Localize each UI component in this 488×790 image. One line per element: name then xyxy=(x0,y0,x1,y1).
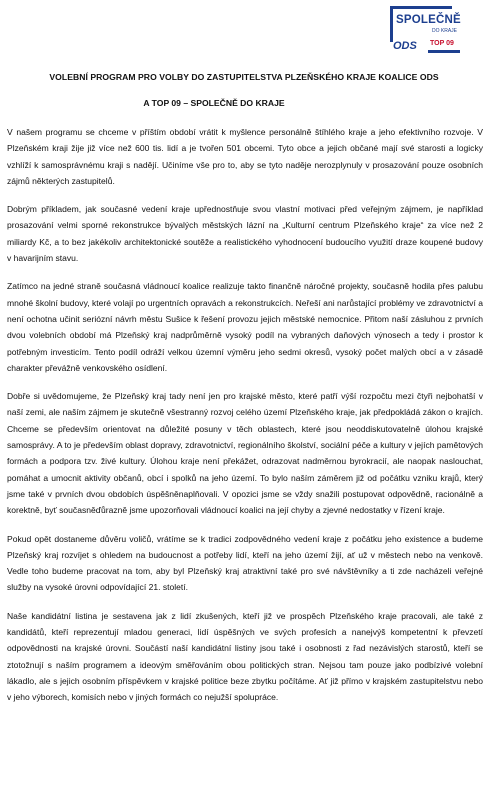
paragraph-1: V našem programu se chceme v příštím období vrátit k myšlence personálně štíhlého kraje a jeho efektivního rozvoje. V Plzeňském kraji žije již více než 600 tis. lidí a je tvořen 501 obcemi. Tyto obce a jejich občané mají své starosti a logicky vzhlíží k samosprávnému kraji s nadějí. Učiníme vše pro to, aby se tyto naděje nerozplynuly v prosazování pouze osobních zájmů některých zastupitelů. xyxy=(7,127,483,186)
document-title-line1: VOLEBNÍ PROGRAM PRO VOLBY DO ZASTUPITELSTVA PLZEŇSKÉHO KRAJE KOALICE ODS xyxy=(49,72,439,82)
paragraph-4: Dobře si uvědomujeme, že Plzeňský kraj tady není jen pro krajské město, které patří výší rozpočtu mezi čtyři nejbohatší v naší zemi, ale naším zájmem je skutečně všestranný rozvoj celého území Plzeňského kraje, jak předpokládá zákon o krajích. Chceme se především orientovat na důležité posuny v těch oblastech, které jsou neoddiskutovatelně úlohou krajské samosprávy. A to je především oblast dopravy, zdravotnictví, regionálního školství, sociální péče a kultury v jejích pamětových formách a podpora tzv. živé kultury. Úlohou kraje není překážet, odrazovat nadměrnou byrokracií, ale naopak naslouchat, pomáhat a umocnit aktivity občanů, obcí i spolků na jeho území. To bylo naším záměrem již od počátku vzniku krajů, který jsme také v prvních dvou obdobích úspěšněnaplňovali. V opozici jsme se vždy snažili postupovat odpovědně, racionálně a korektně, byť současněďůrazně jsme upozorňovali vládnoucí koalici na její chyby a zjevné nedostatky v řízení kraje. xyxy=(7,391,483,516)
paragraph-6: Naše kandidátní listina je sestavena jak z lidí zkušených, kteří již ve prospěch Plzeňského kraje pracovali, ale také z kandidátů, kteří reprezentují mladou generaci, lidí úspěšných ve svých profesích a nanejvýš kompetentní k převzetí odpovědnosti na krajské úrovni. Součástí naší kandidátní listiny jsou také i osobnosti z řad nezávislých starostů, kteří se ztotožnují s naším programem a ideovým směřováním obou politických stran. Nejsou tam pouze jako podbízivé volební lákadlo, ale s jejich osobním příspěvkem v krajské politice beze zbytku počítáme. Ať již přímo v krajském zastupitelstvu nebo v jeho výborech, komisích nebo v jiných formách co nejužší spolupráce. xyxy=(7,610,483,703)
document-body xyxy=(7,124,483,718)
logo-brand: SPOLEČNĚ xyxy=(396,14,461,26)
coalition-logo xyxy=(390,6,474,58)
paragraph-2: Dobrým příkladem, jak současné vedení kraje upřednostňuje svou vlastní motivaci před veřejným zájmem, je například prosazování velmi sporné rekonstrukce bývalých městských lázní na „Kulturní centrum Plzeňského kraje“ za více než 2 miliardy Kč, a to bez jakékoliv architektonické soutěže a realistického vyhodnocení budoucího využití draze koupené budovy v havarijním stavu. xyxy=(7,204,483,264)
document-title-line2: A TOP 09 – SPOLEČNĚ DO KRAJE xyxy=(143,98,285,108)
logo-top09-text: TOP 09 xyxy=(430,40,454,47)
logo-brand-sub: DO KRAJE xyxy=(432,28,458,34)
logo-bar xyxy=(428,50,460,53)
logo-ods: ODS xyxy=(393,40,417,52)
paragraph-3: Zatímco na jedné straně současná vládnoucí koalice realizuje takto finančně náročné projekty, současně hodila přes palubu mnohé školní budovy, které volají po urgentních opravách a rekonstrukcích. Neřeší ani narůstající problémy ve zdravotnictví a není ochotna učinit seriózní návrh městu Sušice k řešení provozu jejich městské nemocnice. Přitom naší zásluhou z prvních dvou volebních období má Plzeňský kraj nadprůměrně vysoký podíl na vybraných daňových výnosech a tedy i prostor k potřebným investicím. Tento podíl odráží velkou územní výměru jeho sedmi okresů, vysoký počet malých obcí a v zásadě charakter převážně venkovského osídlení. xyxy=(7,281,483,373)
paragraph-5: Pokud opět dostaneme důvěru voličů, vrátíme se k tradici zodpovědného vedení kraje z počátku jeho existence a budeme Plzeňský kraj rozvíjet s ohledem na budoucnost a potřeby lidí, kteří na jeho území žijí, ať už v městech nebo na venkově. Vedle toho budeme pracovat na tom, aby byl Plzeňský kraj atraktivní také pro své návštěvníky a ti zde nacházeli veřejné služby na vysoké úrovni odpovídající 21. století. xyxy=(7,533,483,593)
logo-top09 xyxy=(430,40,454,47)
